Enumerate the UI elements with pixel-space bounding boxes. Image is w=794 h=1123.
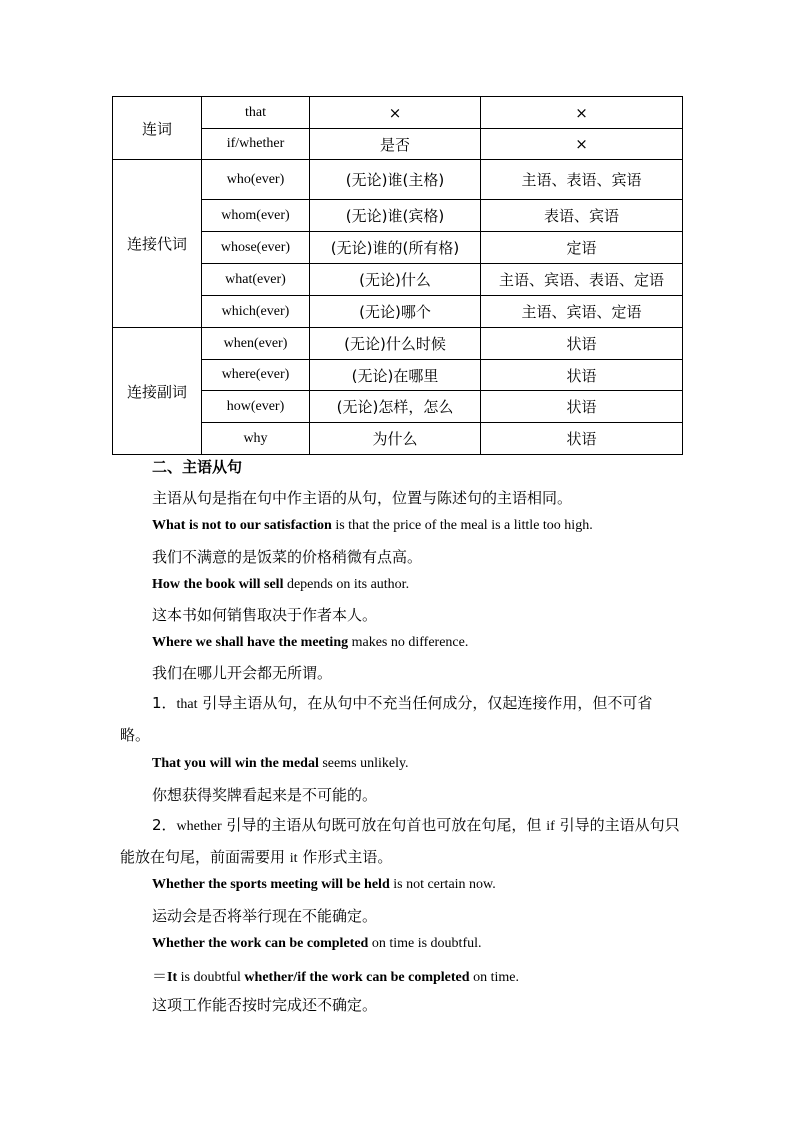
clause-bold: How the book will sell <box>152 577 284 592</box>
example-translation: 你想获得奖牌看起来是不可能的。 <box>152 786 378 804</box>
meaning-cell: (无论)什么 <box>310 264 481 296</box>
category-cell: 连接副词 <box>113 328 202 455</box>
meaning-cell: × <box>310 97 481 129</box>
example-sentence <box>152 936 482 952</box>
clause-bold: Where we shall have the meeting <box>152 635 349 650</box>
sentence-rest: is doubtful <box>177 970 245 985</box>
point-text: 引导的主语从句既可放在句首也可放在句尾，但 <box>226 816 542 834</box>
function-cell: 状语 <box>481 391 683 423</box>
function-cell: 定语 <box>481 232 683 264</box>
table-row <box>113 160 683 200</box>
point-number: 2． <box>152 816 177 834</box>
intro-text: 主语从句是指在句中作主语的从句，位置与陈述句的主语相同。 <box>152 489 573 507</box>
meaning-cell: (无论)在哪里 <box>310 360 481 391</box>
rule-point-2 <box>120 810 680 874</box>
function-cell: 状语 <box>481 328 683 360</box>
meaning-cell: (无论)怎样，怎么 <box>310 391 481 423</box>
keyword: whether <box>176 819 222 834</box>
keyword: if <box>546 819 555 834</box>
sentence-rest: seems unlikely. <box>318 756 409 771</box>
example-translation: 这项工作能否按时完成还不确定。 <box>152 996 378 1014</box>
clause-bold: That you will win the medal <box>152 756 319 771</box>
sentence-rest: is that the price of the meal is a little too high. <box>331 518 593 533</box>
example-sentence <box>152 577 409 593</box>
example-translation: 这本书如何销售取决于作者本人。 <box>152 606 378 624</box>
section-heading: 二、主语从句 <box>152 458 243 476</box>
function-cell: × <box>481 129 683 160</box>
function-cell: 主语、表语、宾语 <box>481 160 683 200</box>
word-cell: whom(ever) <box>202 200 310 232</box>
word-cell: that <box>202 97 310 129</box>
function-cell: 状语 <box>481 360 683 391</box>
function-cell: 主语、宾语、表语、定语 <box>481 264 683 296</box>
example-translation: 我们在哪儿开会都无所谓。 <box>152 664 333 682</box>
example-sentence <box>152 518 593 534</box>
clause-bold: It <box>167 970 178 985</box>
word-cell: what(ever) <box>202 264 310 296</box>
category-cell: 连接代词 <box>113 160 202 328</box>
clause-bold: What is not to our satisfaction <box>152 518 332 533</box>
word-cell: if/whether <box>202 129 310 160</box>
keyword: it <box>289 851 298 866</box>
example-sentence <box>152 756 409 772</box>
clause-bold: Whether the work can be completed <box>152 936 369 951</box>
meaning-cell: (无论)谁(宾格) <box>310 200 481 232</box>
example-sentence <box>152 877 496 893</box>
meaning-cell: (无论)什么时候 <box>310 328 481 360</box>
example-sentence <box>152 635 468 651</box>
table-row <box>113 328 683 360</box>
meaning-cell: (无论)谁的(所有格) <box>310 232 481 264</box>
conjunction-table <box>112 96 683 455</box>
word-cell: whose(ever) <box>202 232 310 264</box>
sentence-rest: depends on its author. <box>283 577 410 592</box>
meaning-cell: 为什么 <box>310 423 481 455</box>
equals-sign: ＝ <box>152 969 168 985</box>
clause-bold: Whether the sports meeting will be held <box>152 877 390 892</box>
word-cell: who(ever) <box>202 160 310 200</box>
meaning-cell: (无论)谁(主格) <box>310 160 481 200</box>
sentence-rest: makes no difference. <box>348 635 469 650</box>
word-cell: why <box>202 423 310 455</box>
word-cell: where(ever) <box>202 360 310 391</box>
function-cell: 状语 <box>481 423 683 455</box>
word-cell: how(ever) <box>202 391 310 423</box>
point-number: 1． <box>152 694 177 712</box>
sentence-rest: is not certain now. <box>389 877 496 892</box>
meaning-cell: 是否 <box>310 129 481 160</box>
example-sentence <box>152 965 519 986</box>
function-cell: × <box>481 97 683 129</box>
function-cell: 表语、宾语 <box>481 200 683 232</box>
word-cell: when(ever) <box>202 328 310 360</box>
table-row <box>113 97 683 129</box>
point-text: 引导的主语从句只能放在句尾，前面需要用 <box>120 816 680 866</box>
sentence-rest: on time is doubtful. <box>368 936 482 951</box>
sentence-rest: on time. <box>469 970 519 985</box>
example-translation: 运动会是否将举行现在不能确定。 <box>152 907 378 925</box>
word-cell: which(ever) <box>202 296 310 328</box>
function-cell: 主语、宾语、定语 <box>481 296 683 328</box>
example-translation: 我们不满意的是饭菜的价格稍微有点高。 <box>152 548 423 566</box>
rule-point-1 <box>120 688 680 751</box>
point-text: 引导主语从句，在从句中不充当任何成分，仅起连接作用，但不可省略。 <box>120 694 653 744</box>
point-text: 作形式主语。 <box>302 848 393 866</box>
clause-bold: whether/if the work can be completed <box>244 970 470 985</box>
keyword: that <box>176 697 198 712</box>
category-cell: 连词 <box>113 97 202 160</box>
meaning-cell: (无论)哪个 <box>310 296 481 328</box>
